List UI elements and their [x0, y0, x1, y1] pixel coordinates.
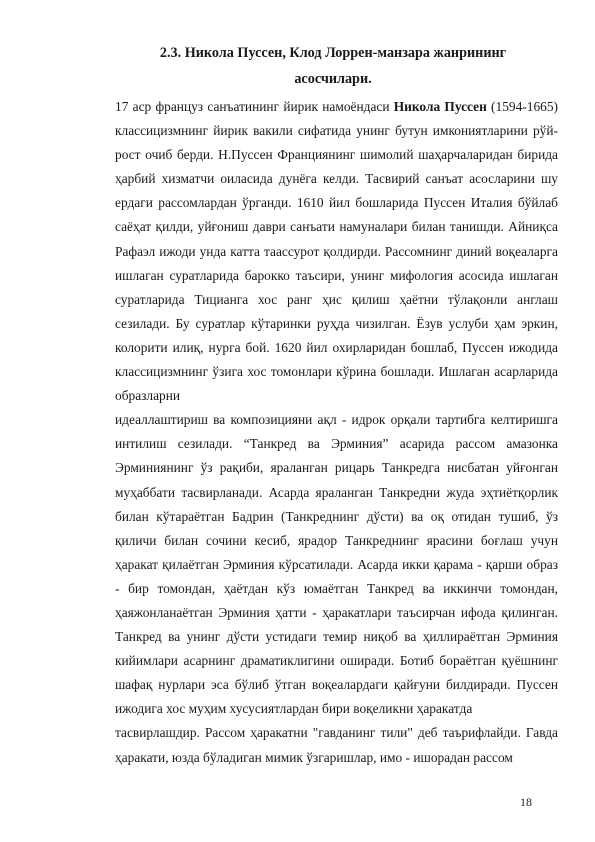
paragraph-1-intro: 17 аср француз санъатининг йирик намоёндаси — [115, 99, 394, 114]
heading-line-2: асосчилари. — [294, 71, 372, 87]
paragraph-3: тасвирлашдир. Рассом ҳаракатни "гавданинг тили" деб таърифлайди. Гавда ҳаракати, юзда бўладиган мимик ўзгаришлар, имо - ишорадан рассом — [115, 725, 558, 765]
page-number: 18 — [520, 795, 532, 809]
heading-line-1: 2.3. Никола Пуссен, Клод Лоррен-манзара жанрининг — [159, 45, 507, 61]
paragraph-1 — [115, 95, 558, 408]
paragraph-2: идеаллаштириш ва композицияни ақл - идрок орқали тартибга келтиришга интилиш сезилади. “Танкред ва Эрминия” асарида рассом амазонка Эрминиянинг ўз рақиби, яраланган рицарь Танкредга нисбатан уйғонган муҳаббати тасвирланади. Асарда яраланган Танкредни жуда эҳтиётқорлик билан кўтараётган Бадрин (Танкреднинг дўсти) ва оқ отидан тушиб, ўз қиличи билан сочини кесиб, ярадор Танкреднинг ярасини боғлаш учун ҳаракат қилаётган Эрминия кўрсатилади. Асарда икки қарама - қарши образ - бир томондан, ҳаётдан кўз юмаётган Танкред ва иккинчи томондан, ҳаяжонланаётган Эрминия ҳатти - ҳаракатлари таъсирчан ифода қилинган. Танкред ва унинг дўсти устидаги темир ниқоб ва ҳиллираётган Эрминия кийимлари асарнинг драматиклигини оширади. Ботиб бораётган қуёшнинг шафақ нурлари эса бўлиб ўтган воқеалардаги қайғуни билдиради. Пуссен ижодига хос муҳим хусусиятлардан бири воқеликни ҳаракатда — [115, 412, 558, 717]
paragraph-1-rest: (1594-1665) классицизмнинг йирик вакили сифатида унинг бутун имкониятларини рўй-рост очиб берди. Н.Пуссен Франциянинг шимолий шаҳарчаларидан бирида ҳарбий хизматчи оиласида дунёга келди. Тасвирий санъат асосларини шу ердаги рассомлардан ўрганди. 1610 йил бошларида Пуссен Италия бўйлаб саёҳат қилди, уйғониш даври санъати намуналари билан танишди. Айниқса Рафаэл ижоди унда катта таассурот қолдирди. Рассомнинг диний воқеаларга ишлаган суратларида барокко таъсири, унинг мифология асосида ишлаган суратларида Тицианга хос ранг ҳис қилиш ҳаётни тўлақонли англаш сезилади. Бу суратлар кўтаринки руҳда чизилган. Ёзув услуби ҳам эркин, колорити илиқ, нурга бой. 1620 йил охирларидан бошлаб, Пуссен ижодида классицизмнинг ўзига хос томонлари кўрина бошлади. Ишлаган асарларида образларни — [115, 99, 558, 404]
section-heading — [108, 40, 558, 92]
artist-name: Никола Пуссен — [393, 99, 487, 114]
body-text — [115, 95, 558, 770]
